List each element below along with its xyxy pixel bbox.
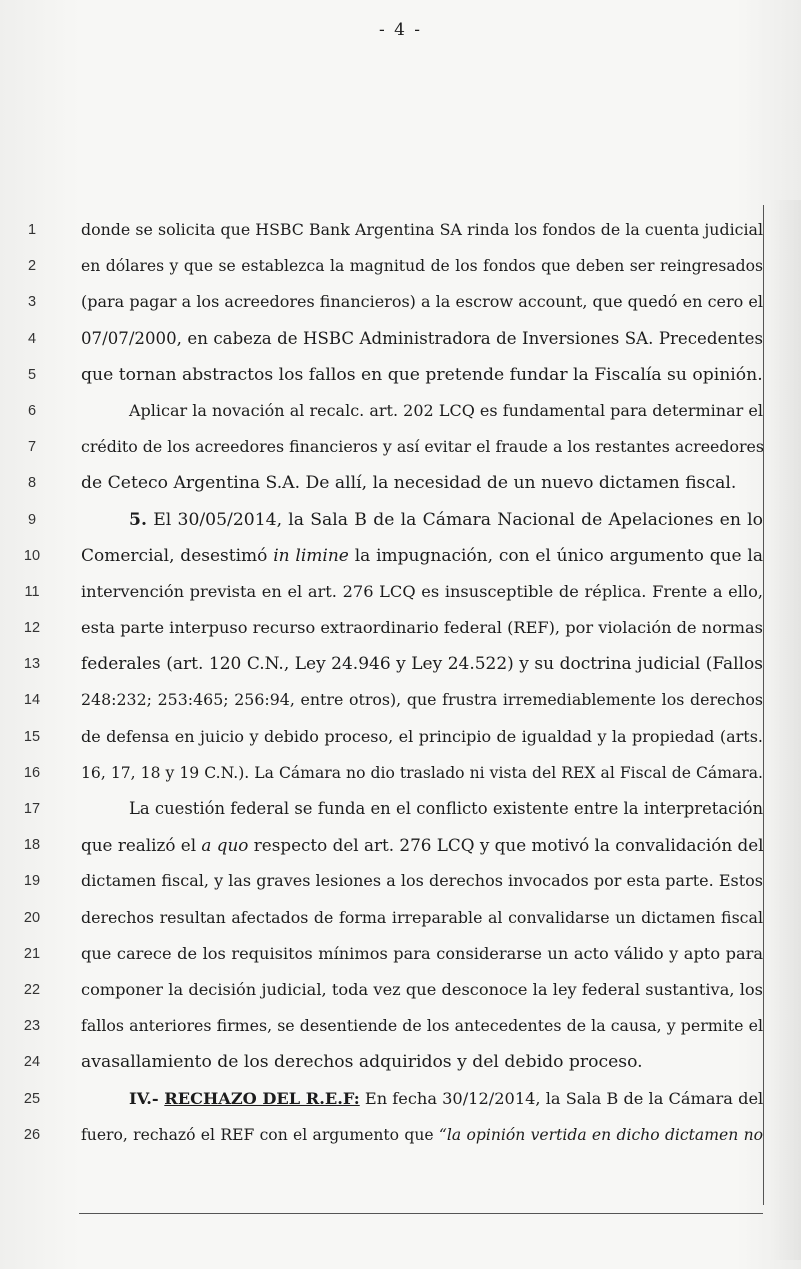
line-text xyxy=(81,543,763,569)
text-line xyxy=(0,830,801,866)
text-line xyxy=(0,866,801,902)
line-text xyxy=(81,1122,763,1148)
text-line xyxy=(0,613,801,649)
text-line xyxy=(0,1084,801,1120)
text-line xyxy=(0,251,801,287)
text-line xyxy=(0,649,801,685)
bottom-margin-rule xyxy=(79,1213,763,1214)
line-text: La cuestión federal se funda en el conflicto existente entre la interpretación xyxy=(129,799,763,818)
line-text: derechos resultan afectados de forma irreparable al convalidarse un dictamen fiscal xyxy=(81,907,763,927)
line-text: 07/07/2000, en cabeza de HSBC Administradora de Inversiones SA. Precedentes xyxy=(81,328,763,348)
text-line xyxy=(0,1047,801,1083)
line-text: federales (art. 120 C.N., Ley 24.946 y Ley 24.522) y su doctrina judicial (Fallos xyxy=(81,654,763,675)
line-text: Aplicar la novación al recalc. art. 202 LCQ es fundamental para determinar el xyxy=(129,400,763,420)
text-line xyxy=(0,215,801,251)
line-number: 20 xyxy=(23,909,41,926)
line-number: 15 xyxy=(23,728,41,745)
line-number: 2 xyxy=(27,258,37,275)
line-number: 24 xyxy=(23,1054,41,1071)
section-number: IV.- xyxy=(129,1088,165,1108)
text-line xyxy=(0,903,801,939)
text-line xyxy=(0,939,801,975)
text-line xyxy=(0,577,801,613)
line-number: 21 xyxy=(23,945,41,962)
text-line xyxy=(0,1120,801,1156)
line-number: 5 xyxy=(27,366,37,383)
line-text: en dólares y que se establezca la magnitud de los fondos que deben ser reingresados xyxy=(81,257,763,276)
text-line xyxy=(0,432,801,468)
line-number: 19 xyxy=(23,873,41,890)
line-text-rest: El 30/05/2014, la Sala B de la Cámara Nacional de Apelaciones en lo xyxy=(146,509,763,530)
italic-quote: “la opinión vertida en dicho dictamen no xyxy=(438,1125,763,1144)
italic-phrase: a quo xyxy=(201,835,249,856)
line-text-rest: En fecha 30/12/2014, la Sala B de la Cámara del xyxy=(359,1088,764,1108)
line-number: 25 xyxy=(23,1090,41,1107)
line-text-pre: que realizó el xyxy=(81,835,202,856)
line-text xyxy=(81,832,763,858)
line-text: que tornan abstractos los fallos en que pretende fundar la Fiscalía su opinión. xyxy=(81,364,763,385)
line-text: 248:232; 253:465; 256:94, entre otros), que frustra irremediablemente los derechos xyxy=(81,690,763,710)
text-line xyxy=(0,685,801,721)
line-text: componer la decisión judicial, toda vez que desconoce la ley federal sustantiva, los xyxy=(81,979,763,999)
line-number: 11 xyxy=(24,583,40,600)
line-text-pre: fuero, rechazó el REF con el argumento que xyxy=(81,1125,439,1144)
line-text-post: respecto del art. 276 LCQ y que motivó la convalidación del xyxy=(248,835,764,856)
text-line xyxy=(0,468,801,504)
line-number: 18 xyxy=(23,837,41,854)
line-number: 26 xyxy=(23,1126,41,1143)
line-text: (para pagar a los acreedores financieros) a la escrow account, que quedó en cero el xyxy=(81,292,763,312)
line-number: 23 xyxy=(23,1018,41,1035)
line-number: 10 xyxy=(23,547,41,564)
line-number: 16 xyxy=(23,764,41,781)
text-line xyxy=(0,722,801,758)
line-number: 8 xyxy=(27,475,37,492)
line-text: crédito de los acreedores financieros y así evitar el fraude a los restantes acreedores xyxy=(81,437,765,457)
line-text: intervención prevista en el art. 276 LCQ es insusceptible de réplica. Frente a ello, xyxy=(81,581,763,601)
line-number: 3 xyxy=(27,294,37,311)
line-number: 14 xyxy=(23,692,41,709)
text-line xyxy=(0,794,801,830)
line-text: 16, 17, 18 y 19 C.N.). La Cámara no dio traslado ni vista del REX al Fiscal de Cámara. xyxy=(81,763,763,782)
text-line xyxy=(0,758,801,794)
italic-phrase: in limine xyxy=(273,545,349,566)
page-number: - 4 - xyxy=(378,20,423,40)
line-text: de Ceteco Argentina S.A. De allí, la necesidad de un nuevo dictamen fiscal. xyxy=(81,473,737,494)
line-number: 13 xyxy=(23,656,41,673)
line-text: donde se solicita que HSBC Bank Argentina SA rinda los fondos de la cuenta judicial xyxy=(81,220,763,239)
line-text: fallos anteriores firmes, se desentiende de los antecedentes de la causa, y permite el xyxy=(81,1016,763,1036)
text-line xyxy=(0,505,801,541)
line-text: avasallamiento de los derechos adquiridos y del debido proceso. xyxy=(81,1052,643,1073)
text-line xyxy=(0,541,801,577)
line-number: 12 xyxy=(23,620,41,637)
text-line xyxy=(0,975,801,1011)
line-text xyxy=(81,507,763,533)
line-text-post: la impugnación, con el único argumento que la xyxy=(348,545,763,566)
text-line xyxy=(0,396,801,432)
section-number: 5. xyxy=(129,509,147,530)
line-number: 6 xyxy=(27,402,37,419)
section-heading: RECHAZO DEL R.E.F: xyxy=(164,1088,360,1108)
line-number: 4 xyxy=(27,330,37,347)
line-text: que carece de los requisitos mínimos para considerarse un acto válido y apto para xyxy=(81,943,763,963)
line-number: 9 xyxy=(27,511,37,528)
line-text: dictamen fiscal, y las graves lesiones a los derechos invocados por esta parte. Estos xyxy=(81,871,763,891)
text-line xyxy=(0,287,801,323)
line-number: 1 xyxy=(27,222,37,238)
line-number: 7 xyxy=(27,439,37,456)
numbered-text-body xyxy=(0,215,801,1156)
text-line xyxy=(0,1011,801,1047)
line-text xyxy=(81,1086,763,1112)
line-number: 22 xyxy=(23,981,41,998)
line-text: de defensa en juicio y debido proceso, el principio de igualdad y la propiedad (arts. xyxy=(81,726,763,746)
line-text: esta parte interpuso recurso extraordinario federal (REF), por violación de normas xyxy=(81,618,763,638)
text-line xyxy=(0,324,801,360)
text-line xyxy=(0,360,801,396)
line-text-pre: Comercial, desestimó xyxy=(81,545,274,566)
line-number: 17 xyxy=(23,801,41,817)
